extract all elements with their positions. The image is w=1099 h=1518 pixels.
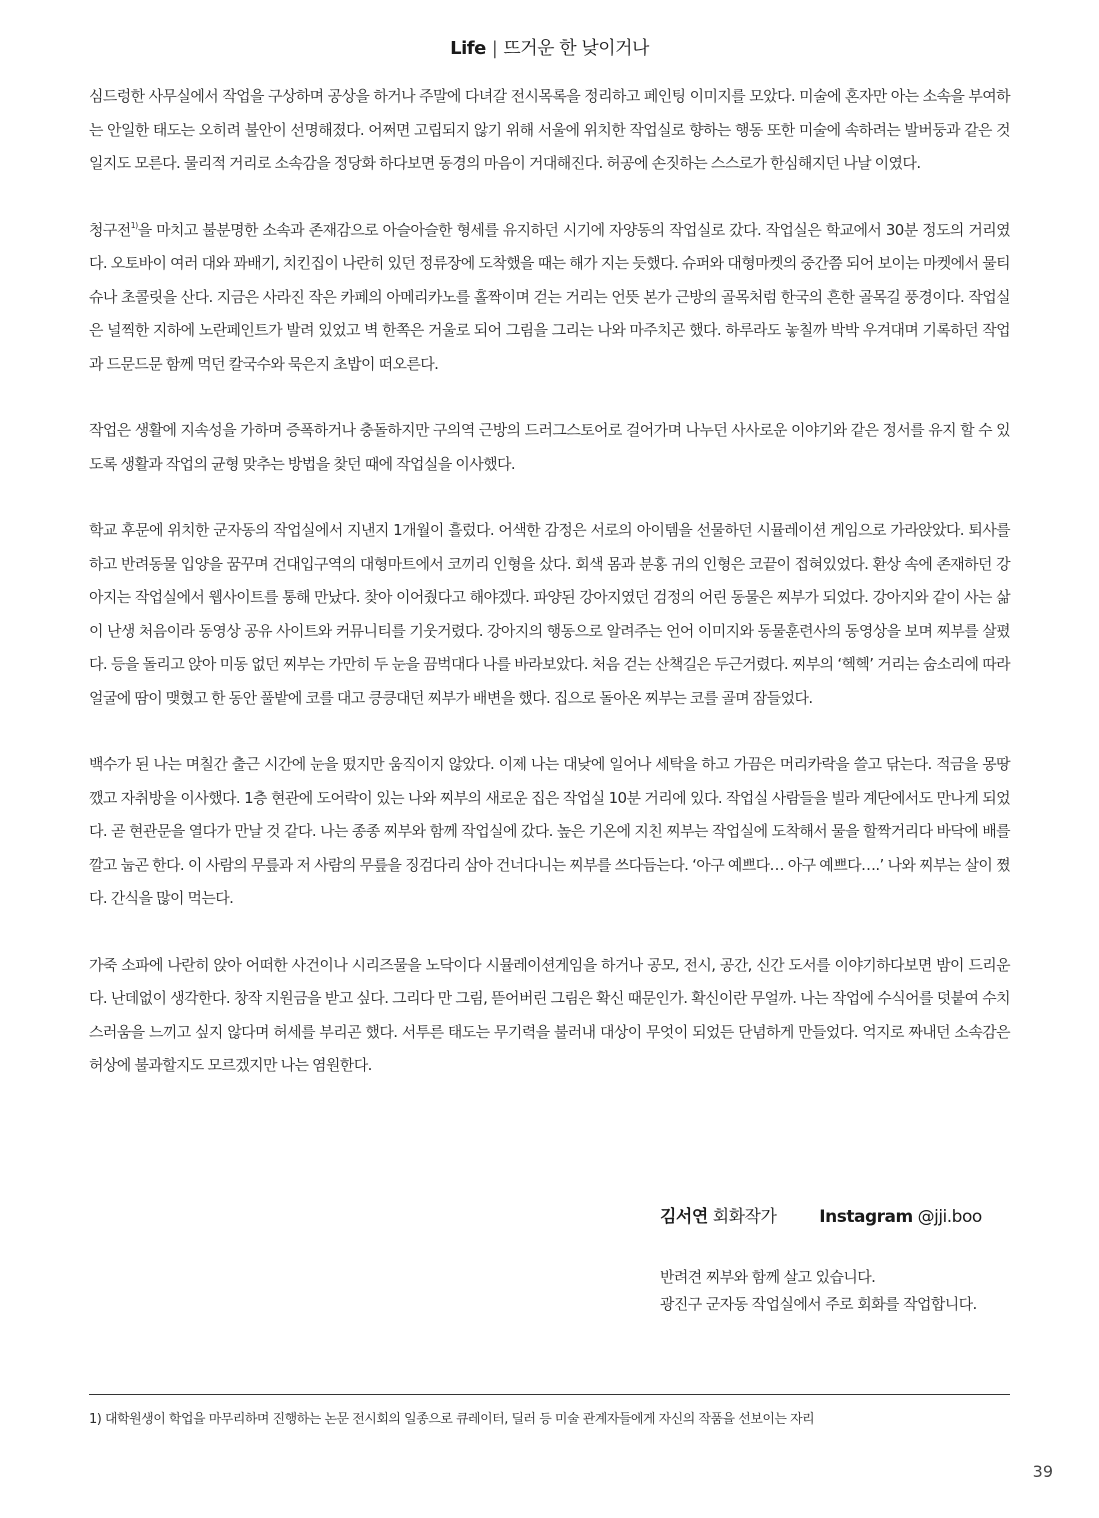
author-role: 회화작가 [712, 1207, 777, 1227]
bio-line-2: 광진구 군자동 작업실에서 주로 회화를 작업합니다. [660, 1295, 977, 1313]
section-label: Life [450, 38, 486, 59]
header-separator: | [491, 38, 498, 59]
running-header [0, 34, 1099, 60]
article-title: 뜨거운 한 낮이거나 [503, 38, 649, 59]
paragraph-5: 백수가 된 나는 며칠간 출근 시간에 눈을 떴지만 움직이지 않았다. 이제 나는 대낮에 일어나 세탁을 하고 가끔은 머리카락을 쓸고 닦는다. 적금을 몽땅 깼고 자취방을 이사했다. 1층 현관에 도어락이 있는 나와 찌부의 새로운 집은 작업실 10분 거리에 있다. 작업실 사람들을 빌라 계단에서도 만나게 되었다. 곧 현관문을 열다가 만날 것 같다. 나는 종종 찌부와 함께 작업실에 갔다. 높은 기온에 지친 찌부는 작업실에 도착해서 물을 할짝거리다 바닥에 배를 깔고 눕곤 한다. 이 사람의 무릎과 저 사람의 무릎을 징검다리 삼아 건너다니는 찌부를 쓰다듬는다. ‘아구 예쁘다… 아구 예쁘다….’ 나와 찌부는 살이 쪘다. 간식을 많이 먹는다. [89, 755, 1010, 907]
author-bio [660, 1264, 1020, 1318]
paragraph-4: 학교 후문에 위치한 군자동의 작업실에서 지낸지 1개월이 흘렀다. 어색한 감정은 서로의 아이템을 선물하던 시뮬레이션 게임으로 가라앉았다. 퇴사를 하고 반려동물 입양을 꿈꾸며 건대입구역의 대형마트에서 코끼리 인형을 샀다. 회색 몸과 분홍 귀의 인형은 코끝이 접혀있었다. 환상 속에 존재하던 강아지는 작업실에서 웹사이트를 통해 만났다. 찾아 이어줬다고 해야겠다. 파양된 강아지였던 검정의 어린 동물은 찌부가 되었다. 강아지와 같이 사는 삶이 난생 처음이라 동영상 공유 사이트와 커뮤니티를 기웃거렸다. 강아지의 행동으로 알려주는 언어 이미지와 동물훈련사의 동영상을 보며 찌부를 살폈다. 등을 돌리고 앉아 미동 없던 찌부는 가만히 두 눈을 끔벅대다 나를 바라보았다. 처음 걷는 산책길은 두근거렸다. 찌부의 ‘헥헥’ 거리는 숨소리에 따라 얼굴에 땀이 맺혔고 한 동안 풀밭에 코를 대고 킁킁대던 찌부가 배변을 했다. 집으로 돌아온 찌부는 코를 골며 잠들었다. [89, 521, 1010, 707]
footnote-marker[interactable]: 1) [130, 220, 138, 230]
paragraph-3: 작업은 생활에 지속성을 가하며 증폭하거나 충돌하지만 구의역 근방의 드러그스토어로 걸어가며 나누던 사사로운 이야기와 같은 정서를 유지 할 수 있도록 생활과 작업의 균형 맞추는 방법을 찾던 때에 작업실을 이사했다. [89, 421, 1010, 473]
article-body [89, 80, 1010, 1116]
paragraph-1: 심드렁한 사무실에서 작업을 구상하며 공상을 하거나 주말에 다녀갈 전시목록을 정리하고 페인팅 이미지를 모았다. 미술에 혼자만 아는 소속을 부여하는 안일한 태도는 오히려 불안이 선명해졌다. 어쩌면 고립되지 않기 위해 서울에 위치한 작업실로 향하는 행동 또한 미술에 속하려는 발버둥과 같은 것일지도 모른다. 물리적 거리로 소속감을 정당화 하다보면 동경의 마음이 거대해진다. 허공에 손짓하는 스스로가 한심해지던 나날 이였다. [89, 87, 1010, 172]
paragraph-2-rest: 을 마치고 불분명한 소속과 존재감으로 아슬아슬한 형세를 유지하던 시기에 자양동의 작업실로 갔다. 작업실은 학교에서 30분 정도의 거리였다. 오토바이 여러 대와 꽈배기, 치킨집이 나란히 있던 정류장에 도착했을 때는 해가 지는 듯했다. 슈퍼와 대형마켓의 중간쯤 되어 보이는 마켓에서 물티슈나 초콜릿을 산다. 지금은 사라진 작은 카페의 아메리카노를 홀짝이며 걷는 거리는 언뜻 본가 근방의 골목처럼 한국의 흔한 골목길 풍경이다. 작업실은 널찍한 지하에 노란페인트가 발려 있었고 벽 한쪽은 거울로 되어 그림을 그리는 나와 마주치곤 했다. 하루라도 놓칠까 박박 우겨대며 기록하던 작업과 드문드문 함께 먹던 칼국수와 묵은지 초밥이 떠오른다. [89, 220, 1010, 373]
footnote-divider [89, 1394, 1010, 1395]
paragraph-2-start: 청구전 [89, 220, 131, 239]
author-signature [660, 1202, 1020, 1227]
paragraph-2 [89, 214, 1010, 382]
page-number: 39 [1032, 1462, 1053, 1481]
instagram-label: Instagram [819, 1207, 913, 1227]
bio-line-1: 반려견 찌부와 함께 살고 있습니다. [660, 1268, 876, 1286]
author-name: 김서연 [660, 1207, 708, 1227]
paragraph-6: 가죽 소파에 나란히 앉아 어떠한 사건이나 시리즈물을 노닥이다 시뮬레이션게임을 하거나 공모, 전시, 공간, 신간 도서를 이야기하다보면 밤이 드리운다. 난데없이 생각한다. 창작 지원금을 받고 싶다. 그리다 만 그림, 뜯어버린 그림은 확신 때문인가. 확신이란 무얼까. 나는 작업에 수식어를 덧붙여 수치스러움을 느끼고 싶지 않다며 허세를 부리곤 했다. 서투른 태도는 무기력을 불러내 대상이 무엇이 되었든 단념하게 만들었다. 억지로 짜내던 소속감은 허상에 불과할지도 모르겠지만 나는 염원한다. [89, 955, 1010, 1074]
footnote: 1) 대학원생이 학업을 마무리하며 진행하는 논문 전시회의 일종으로 큐레이터, 딜러 등 미술 관계자들에게 자신의 작품을 선보이는 자리 [89, 1412, 815, 1427]
instagram-handle[interactable]: @jji.boo [917, 1207, 982, 1227]
